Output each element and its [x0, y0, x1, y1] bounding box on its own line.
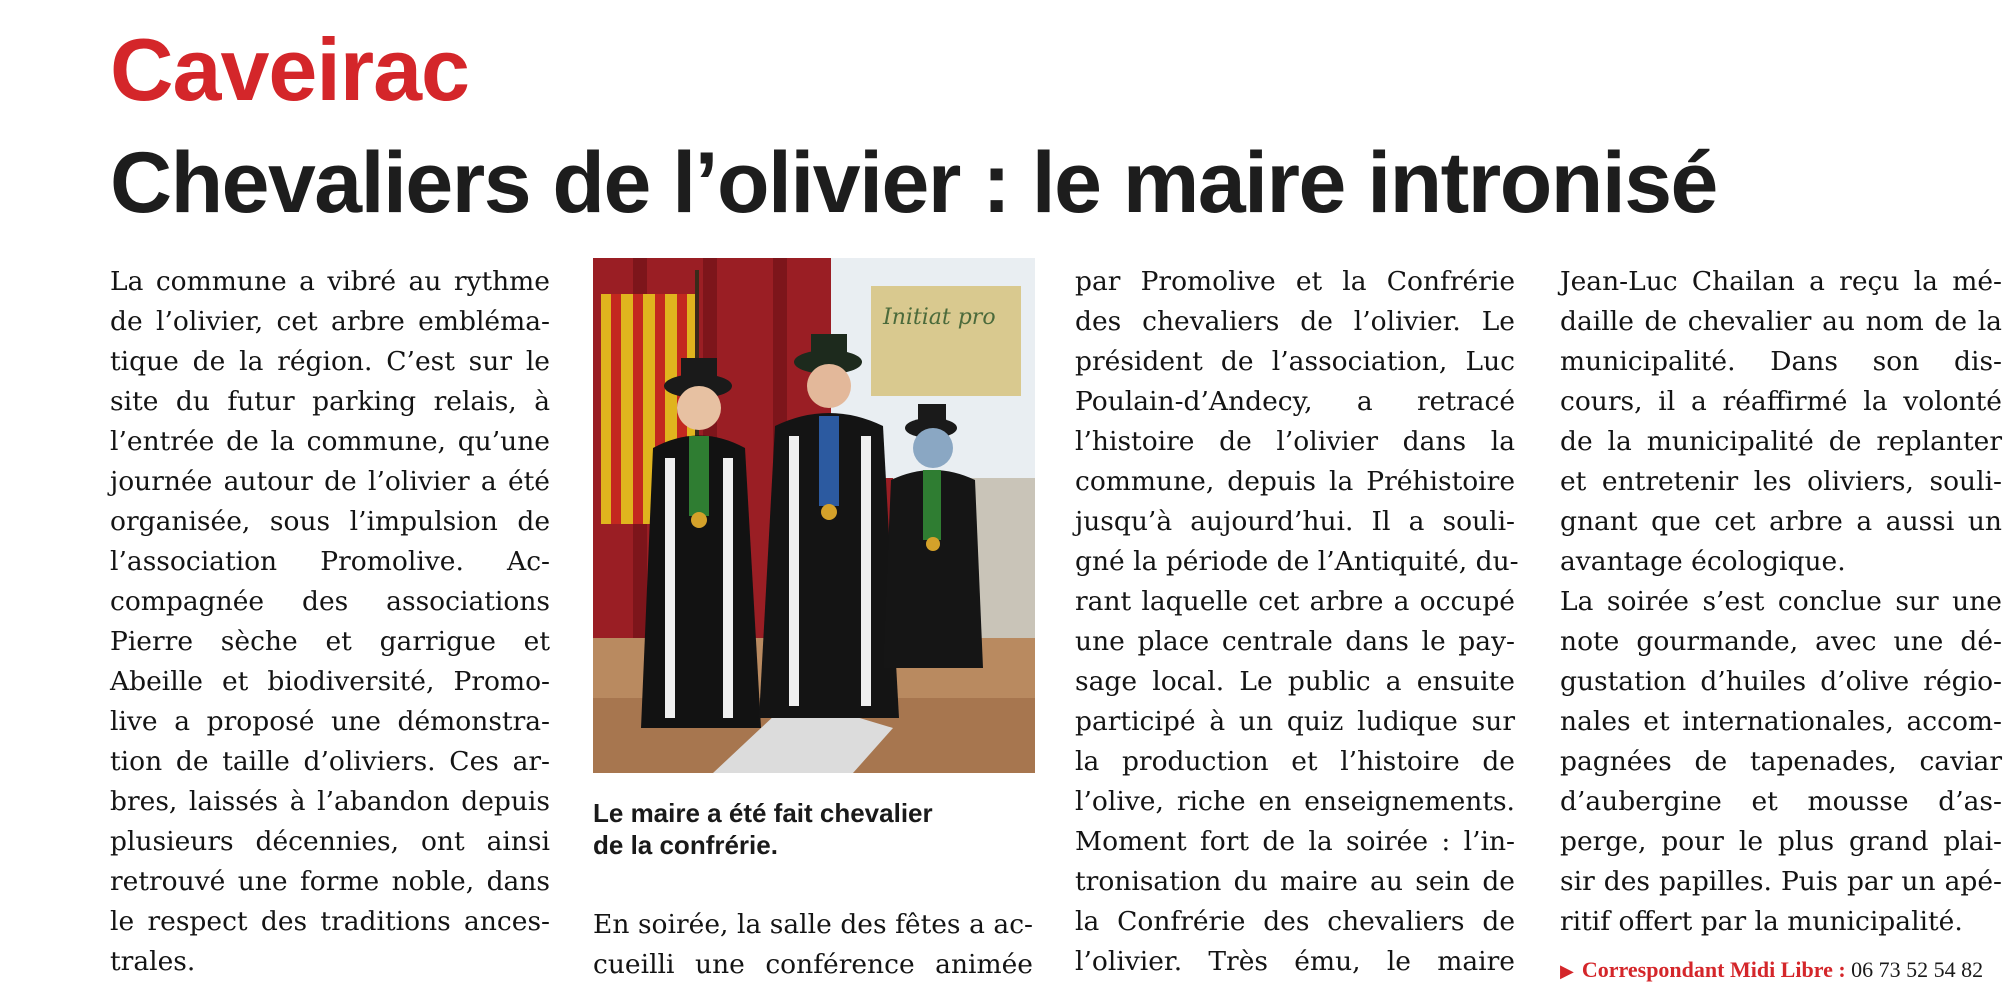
caption-line: de la confrérie.: [593, 830, 778, 860]
body-line: note gourmande, avec une dé-: [1560, 626, 2002, 657]
body-line: daille de chevalier au nom de la: [1560, 306, 2002, 337]
body-line: tion de taille d’oliviers. Ces ar-: [110, 746, 550, 777]
body-line: compagnée des associations: [110, 586, 550, 617]
body-column-2: [593, 905, 1033, 985]
body-line: La commune a vibré au rythme: [110, 266, 550, 297]
body-line: La soirée s’est conclue sur une: [1560, 586, 2002, 617]
body-line: gustation d’huiles d’olive régio-: [1560, 666, 2002, 697]
body-line: jusqu’à aujourd’hui. Il a souli-: [1075, 506, 1515, 537]
correspondent-phone: 06 73 52 54 82: [1851, 957, 1984, 982]
body-line: l’olive, riche en enseignements.: [1075, 786, 1515, 817]
article-photo: [593, 258, 1035, 773]
body-line: commune, depuis la Préhistoire: [1075, 466, 1515, 497]
body-line: cours, il a réaffirmé la volonté: [1560, 386, 2002, 417]
body-line: pagnées de tapenades, caviar: [1560, 746, 2002, 777]
body-line: ritif offert par la municipalité.: [1560, 906, 1963, 937]
body-line: site du futur parking relais, à: [110, 386, 550, 417]
body-column-4: [1560, 262, 2002, 942]
body-line: et entretenir les oliviers, souli-: [1560, 466, 2002, 497]
body-line: l’olivier. Très ému, le maire: [1075, 946, 1515, 977]
body-line: tique de la région. C’est sur le: [110, 346, 550, 377]
body-line: gné la période de l’Antiquité, du-: [1075, 546, 1519, 577]
body-line: sage local. Le public a ensuite: [1075, 666, 1515, 697]
correspondent-label: Correspondant Midi Libre :: [1581, 957, 1846, 982]
body-line: plusieurs décennies, ont ainsi: [110, 826, 550, 857]
body-line: une place centrale dans le pay-: [1075, 626, 1515, 657]
body-line: président de l’association, Luc: [1075, 346, 1515, 377]
body-line: municipalité. Dans son dis-: [1560, 346, 2002, 377]
article-headline: Chevaliers de l’olivier : le maire intronisé: [110, 135, 1717, 231]
body-line: En soirée, la salle des fêtes a ac-: [593, 909, 1033, 940]
body-line: cueilli une conférence animée: [593, 949, 1033, 980]
body-line: Poulain-d’Andecy, a retracé: [1075, 386, 1515, 417]
body-line: l’entrée de la commune, qu’une: [110, 426, 550, 457]
body-column-1: [110, 262, 550, 982]
correspondent-signature: [1560, 955, 1983, 986]
body-line: d’aubergine et mousse d’as-: [1560, 786, 2002, 817]
body-line: rant laquelle cet arbre a occupé: [1075, 586, 1515, 617]
body-column-3: [1075, 262, 1519, 982]
body-line: des chevaliers de l’olivier. Le: [1075, 306, 1515, 337]
body-line: Moment fort de la soirée : l’in-: [1075, 826, 1515, 857]
body-line: sir des papilles. Puis par un apé-: [1560, 866, 2002, 897]
body-line: Abeille et biodiversité, Promo-: [110, 666, 550, 697]
body-line: l’association Promolive. Ac-: [110, 546, 550, 577]
body-line: la production et l’histoire de: [1075, 746, 1515, 777]
body-line: de l’olivier, cet arbre emblémа-: [110, 306, 550, 337]
article-kicker: Caveirac: [110, 20, 469, 119]
body-line: live a proposé une démonstra-: [110, 706, 550, 737]
body-line: de la municipalité de replanter: [1560, 426, 2002, 457]
caption-line: Le maire a été fait chevalier: [593, 798, 933, 828]
screen-text: Initiat pro: [883, 305, 996, 330]
body-line: trales.: [110, 946, 196, 977]
triangle-right-icon: ▶: [1560, 961, 1574, 981]
body-line: avantage écologique.: [1560, 546, 1846, 577]
body-line: par Promolive et la Confrérie: [1075, 266, 1515, 297]
body-line: Jean-Luc Chailan a reçu la mé-: [1560, 266, 2002, 297]
body-line: tronisation du maire au sein de: [1075, 866, 1515, 897]
body-line: gnant que cet arbre a aussi un: [1560, 506, 2002, 537]
body-line: participé à un quiz ludique sur: [1075, 706, 1515, 737]
body-line: organisée, sous l’impulsion de: [110, 506, 550, 537]
body-line: perge, pour le plus grand plai-: [1560, 826, 2002, 857]
body-line: la Confrérie des chevaliers de: [1075, 906, 1515, 937]
body-line: retrouvé une forme noble, dans: [110, 866, 550, 897]
body-line: bres, laissés à l’abandon depuis: [110, 786, 550, 817]
photo-caption: [593, 797, 1033, 861]
body-line: journée autour de l’olivier a été: [110, 466, 550, 497]
body-line: l’histoire de l’olivier dans la: [1075, 426, 1515, 457]
body-line: le respect des traditions ances-: [110, 906, 550, 937]
body-line: Pierre sèche et garrigue et: [110, 626, 550, 657]
body-line: nales et internationales, accom-: [1560, 706, 2002, 737]
